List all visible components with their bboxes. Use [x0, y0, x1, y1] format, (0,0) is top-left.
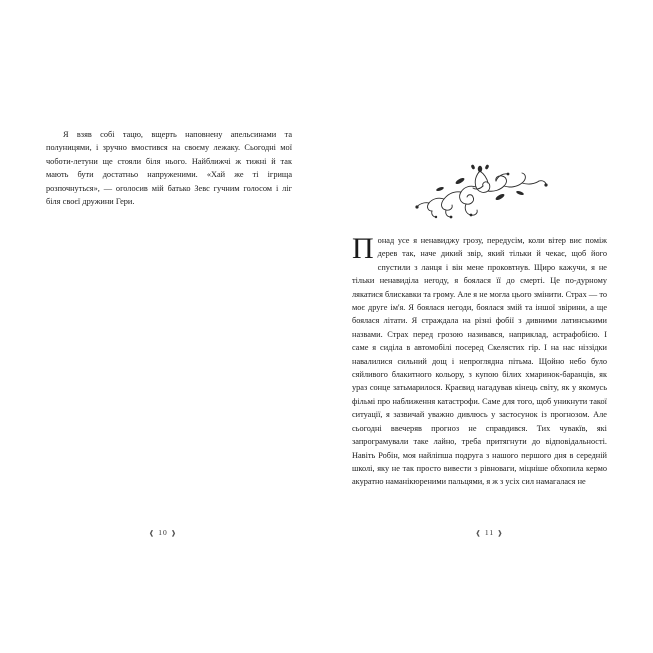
left-page-folio — [0, 528, 326, 537]
floral-scroll-ornament-icon — [352, 160, 607, 222]
left-page-number: 10 — [158, 528, 168, 537]
folio-right-ornament-icon: ❱ — [497, 529, 504, 537]
folio-right-ornament-icon: ❱ — [170, 529, 178, 537]
right-page-folio — [326, 528, 653, 537]
right-page — [326, 0, 653, 653]
folio-left-ornament-icon: ❰ — [475, 529, 482, 537]
right-page-paragraph — [352, 234, 607, 489]
right-page-number: 11 — [484, 528, 495, 537]
right-page-body-text: онад усе я ненавиджу грозу, передусім, коли вітер виє поміж дерев так, наче дикий звір, який тільки й чекає, щоб його спустили з ланця і він мене проковтнув. Щиро кажучи, я не тільки ненавиділа негоду, я боялася її до смерті. Це по-дурному лякатися блискавки та грому. Але я не могла цього змінити. Страх — то моє друге ім'я. Я боялася негоди, боялася змій та іншої звірини, а ще боялася літати. Я страждала на різні фобії з дивними латинськими назвами. Страх перед грозою називався, наприклад, астрафобією. І саме я сиділа в автомобілі посеред Скелястих гір. І на нас ніззідки навалилися сильний дощ і непроглядна пітьма. Щойно небо було сяйливого блакитного кольору, з купою білих хмаринок-баранців, як ураз сонце затьмарилося. Краєвид нагадував кінець світу, як у якомусь фільмі про наближення катастрофи. Саме для того, щоб уникнути такої ситуації, я зазвичай уважно дивлюсь у застосунок із прогнозом. Але сьогодні ввечеряв прогноз не справдився. Тих чувакїв, які запрограмували таке лайно, треба притягнути до відповідальності. Навіть Робін, моя найліпша подруга з нашого першого дня в середній школі, яку не так просто вивести з рівноваги, міцніше обхопила кермо акуратно наманікюреними пальцями, я ж з усіх сил намагалася не — [352, 236, 607, 487]
left-page — [0, 0, 326, 653]
drop-cap: П — [352, 232, 374, 265]
folio-left-ornament-icon: ❰ — [148, 529, 156, 537]
left-page-paragraph: Я взяв собі тацю, вщерть наповнену апельсинами та полуницями, і зручно вмостився на своєму лежаку. Сьогодні мої чоботи-летуни ще стояли біля нього. Найближчі ж тижні й так мають бути достатньо напруженими. «Хай же ті ігрища розпочнуться», — оголосив мій батько Зевс гучним голосом і ліг біля своєї дружини Гери. — [46, 130, 292, 207]
